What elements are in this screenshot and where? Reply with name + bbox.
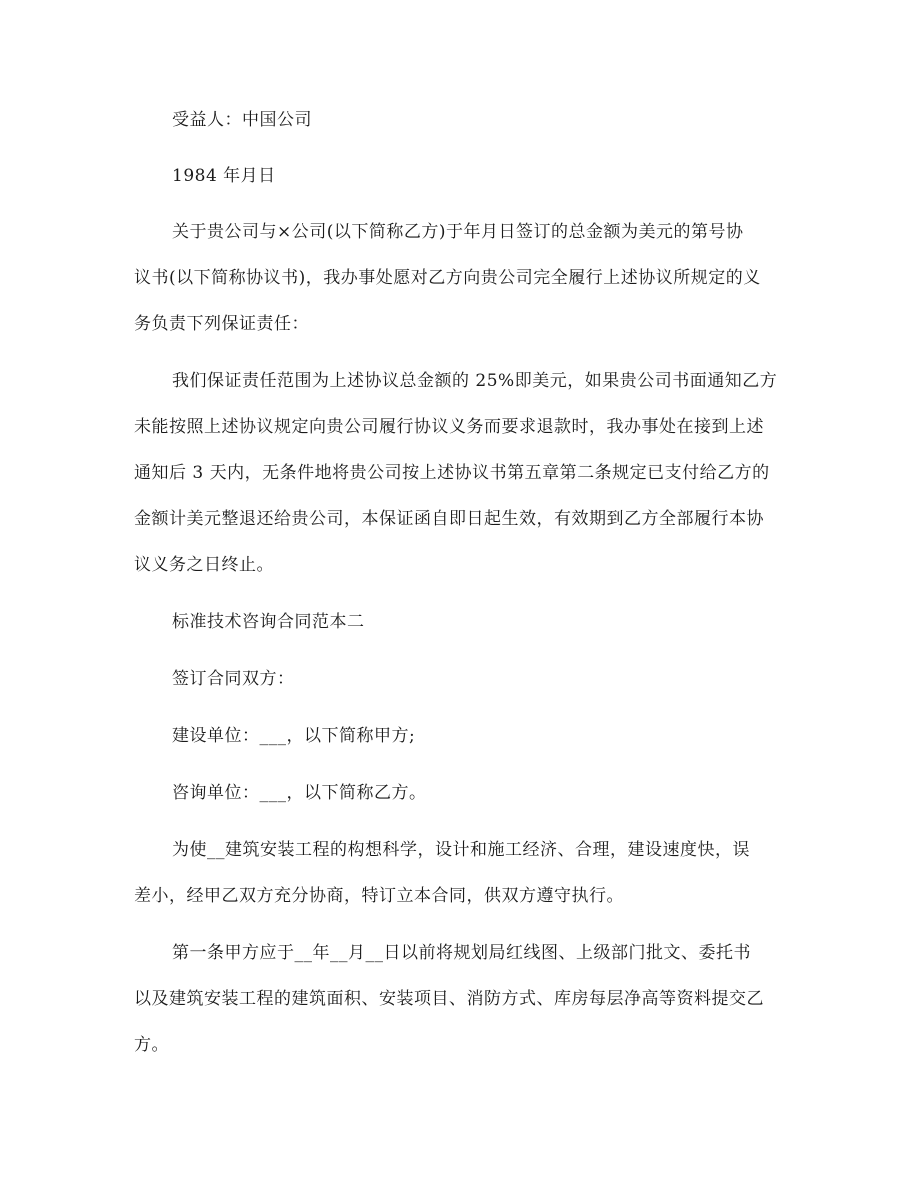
paragraph-line: 为使__建筑安装工程的构想科学，设计和施工经济、合理，建设速度快，误 [172, 840, 750, 860]
party-a-line: 建设单位：___，以下简称甲方; [172, 726, 416, 746]
beneficiary-line: 受益人：中国公司 [172, 110, 312, 130]
section-title: 标准技术咨询合同范本二 [172, 612, 365, 632]
paragraph-line: 议书(以下简称协议书)，我办事处愿对乙方向贵公司完全履行上述协议所规定的义 [134, 268, 761, 288]
paragraph-line: 以及建筑安装工程的建筑面积、安装项目、消防方式、库房每层净高等资料提交乙 [134, 989, 764, 1009]
paragraph-line: 金额计美元整退还给贵公司，本保证函自即日起生效，有效期到乙方全部履行本协 [134, 509, 764, 529]
paragraph-line: 我们保证责任范围为上述协议总金额的 25%即美元，如果贵公司书面通知乙方 [172, 371, 778, 391]
party-b-line: 咨询单位：___，以下简称乙方。 [172, 783, 427, 803]
date-line: 1984 年月日 [172, 166, 276, 186]
paragraph-line: 未能按照上述协议规定向贵公司履行协议义务而要求退款时，我办事处在接到上述 [134, 417, 764, 437]
paragraph-line: 务负责下列保证责任： [134, 314, 309, 334]
parties-heading: 签订合同双方： [172, 669, 295, 689]
paragraph-line: 方。 [134, 1035, 169, 1055]
paragraph-line: 通知后 3 天内，无条件地将贵公司按上述协议书第五章第二条规定已支付给乙方的 [134, 463, 770, 483]
paragraph-line: 议义务之日终止。 [134, 555, 274, 575]
paragraph-line: 第一条甲方应于__年__月__日以前将规划局红线图、上级部门批文、委托书 [172, 943, 751, 963]
paragraph-line: 关于贵公司与×公司(以下简称乙方)于年月日签订的总金额为美元的第号协 [172, 222, 744, 242]
paragraph-line: 差小，经甲乙双方充分协商，特订立本合同，供双方遵守执行。 [134, 886, 624, 906]
